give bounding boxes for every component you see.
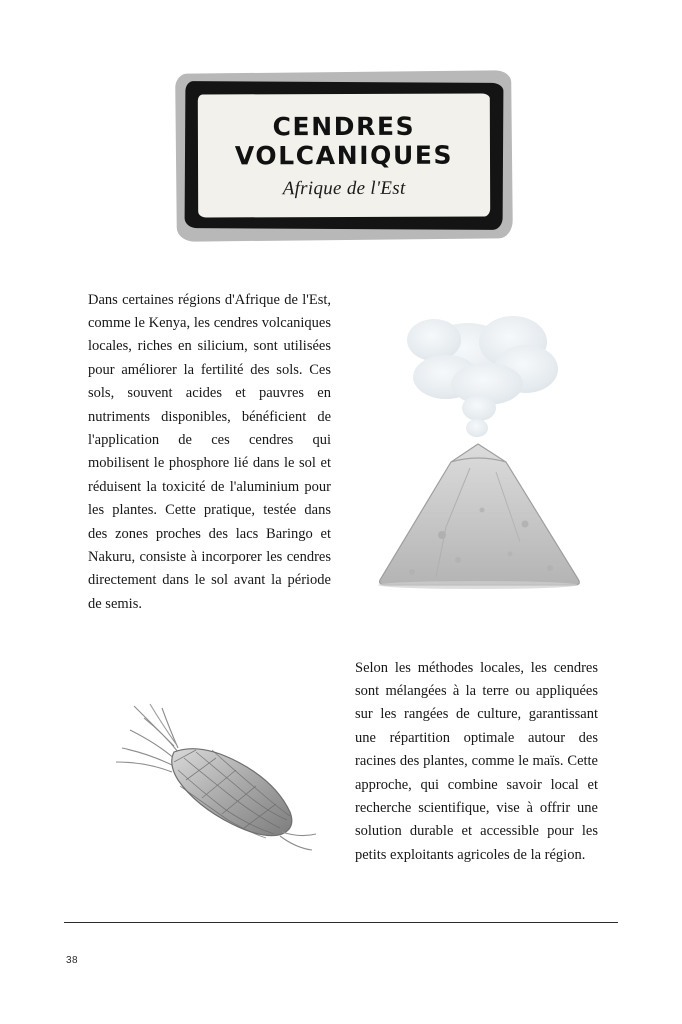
footer-divider	[64, 922, 618, 923]
banner-content	[198, 93, 490, 217]
ash-cloud-icon	[407, 316, 558, 437]
corn-lower-husk	[280, 832, 316, 850]
corn-husk-leaves	[116, 704, 178, 772]
corn-cob-body	[172, 749, 292, 838]
title-banner	[176, 72, 512, 240]
page-number: 38	[66, 955, 78, 966]
volcano-cone-shape	[378, 444, 579, 589]
banner-title	[235, 111, 453, 171]
banner-subtitle: Afrique de l'Est	[282, 177, 406, 199]
banner-title-line2: VOLCANIQUES	[234, 140, 454, 171]
banner-title-line1: CENDRES	[272, 111, 416, 141]
corn-cob-illustration	[104, 700, 324, 860]
body-paragraph-right: Selon les méthodes locales, les cendres sont mélangées à la terre ou appliquées sur les rangées de culture, garantissant une répartition optimale autour des racines des plantes, comme le maïs. Cette approche, qui combine savoir local et recherche scientifique, vise à offrir une solution durable et accessible pour les petits exploitants agricoles de la région.	[355, 659, 598, 863]
body-paragraph-left: Dans certaines régions d'Afrique de l'Est, comme le Kenya, les cendres volcaniques locales, riches en silicium, sont utilisées pour améliorer la fertilité des sols. Ces sols, souvent acides et pauvres en nutriments disponibles, bénéficient de l'application de ces cendres qui mobilisent le phosphore lié dans le sol et réduisent la toxicité de l'aluminium pour les plantes. Cette pratique, testée dans des zones proches des lacs Baringo et Nakuru, consiste à incorporer les cendres directement dans le sol avant la période de semis.	[88, 291, 331, 612]
volcano-illustration	[350, 292, 610, 602]
